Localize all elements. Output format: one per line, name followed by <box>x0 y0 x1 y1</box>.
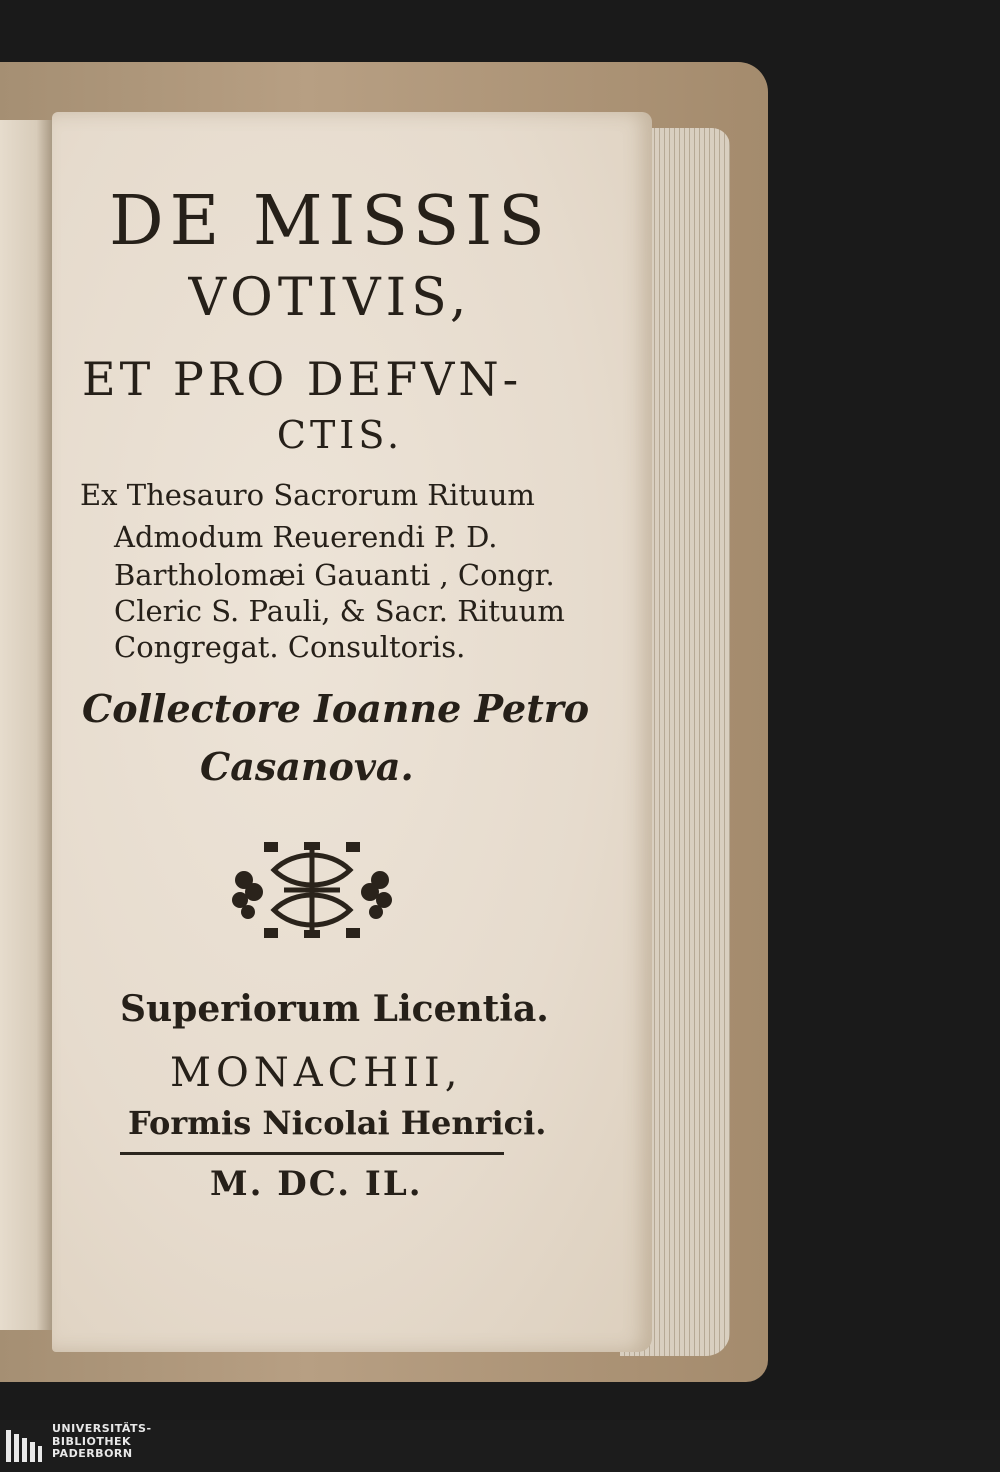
imprint-year: M. DC. IL. <box>210 1164 423 1204</box>
library-footer <box>0 1420 1000 1472</box>
library-logo-text <box>52 1423 152 1461</box>
logo-line-1: UNIVERSITÄTS- <box>52 1422 152 1435</box>
collector-line-1: Collectore Ioanne Petro <box>82 686 590 731</box>
subtitle-line-5: Congregat. Consultoris. <box>114 630 466 664</box>
subtitle-line-3: Bartholomæi Gauanti , Congr. <box>114 558 555 592</box>
collector-line-2: Casanova. <box>200 744 414 789</box>
license-line: Superiorum Licentia. <box>120 988 549 1030</box>
title-line-4: CTIS. <box>276 413 404 457</box>
logo-line-3: PADERBORN <box>52 1447 133 1460</box>
left-page-edge <box>0 120 52 1330</box>
university-library-logo-icon <box>4 1426 44 1466</box>
imprint-rule <box>120 1152 504 1155</box>
subtitle-line-4: Cleric S. Pauli, & Sacr. Rituum <box>114 594 565 628</box>
subtitle-line-2: Admodum Reuerendi P. D. <box>114 520 498 554</box>
subtitle-line-1: Ex Thesauro Sacrorum Rituum <box>80 478 535 512</box>
title-line-2: VOTIVIS, <box>188 268 472 328</box>
imprint-place: MONACHII, <box>170 1050 463 1096</box>
imprint-printer: Formis Nicolai Henrici. <box>128 1104 547 1142</box>
printers-ornament-icon <box>224 840 400 940</box>
title-line-3: ET PRO DEFVN- <box>82 352 523 406</box>
title-line-1: DE MISSIS <box>109 182 551 261</box>
logo-line-2: BIBLIOTHEK <box>52 1434 132 1448</box>
